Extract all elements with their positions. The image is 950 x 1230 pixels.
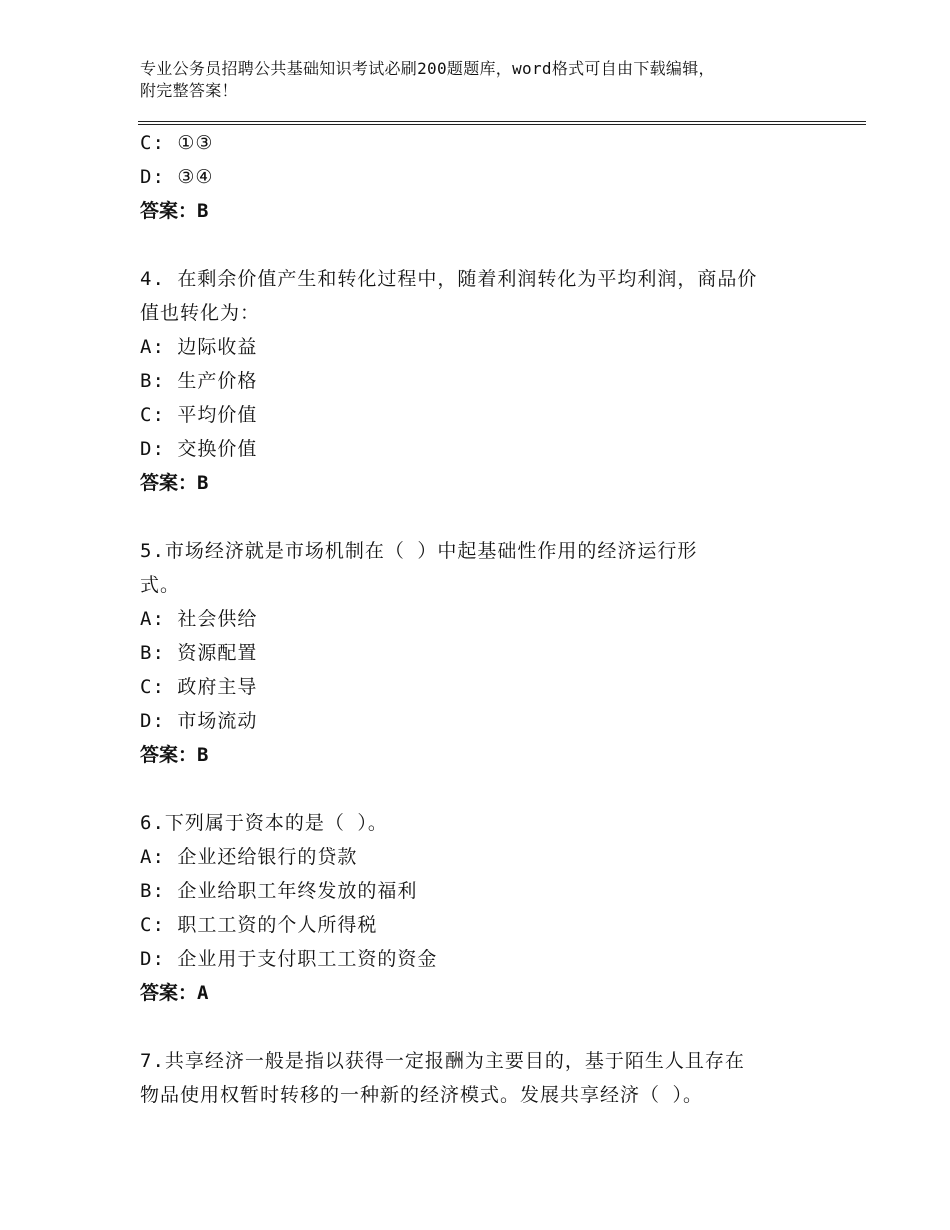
question-stem: 值也转化为： (140, 302, 261, 324)
question-stem: 7.共享经济一般是指以获得一定报酬为主要目的，基于陌生人且存在 (140, 1050, 745, 1072)
option-line: B: 企业给职工年终发放的福利 (140, 880, 418, 902)
option-line: A: 企业还给银行的贷款 (140, 846, 358, 868)
option-line: D: 企业用于支付职工工资的资金 (140, 948, 438, 970)
option-line: B: 资源配置 (140, 642, 258, 664)
option-line: D: ③④ (140, 166, 214, 188)
question-stem: 物品使用权暂时转移的一种新的经济模式。发展共享经济（ ）。 (140, 1084, 703, 1106)
answer-line: 答案：B (140, 744, 209, 766)
document-body (140, 126, 830, 1112)
question-stem: 5.市场经济就是市场机制在（ ）中起基础性作用的经济运行形 (140, 540, 698, 562)
option-line: C: ①③ (140, 132, 214, 154)
header-rule-bottom (138, 124, 866, 125)
question-stem: 式。 (140, 574, 181, 596)
document-header (140, 58, 830, 102)
option-line: D: 交换价值 (140, 438, 258, 460)
header-line-1: 专业公务员招聘公共基础知识考试必刷200题题库，word格式可自由下载编辑， (140, 59, 715, 78)
answer-line: 答案：B (140, 472, 209, 494)
option-line: B: 生产价格 (140, 370, 258, 392)
header-rule-top (138, 121, 866, 122)
option-line: C: 政府主导 (140, 676, 258, 698)
option-line: A: 社会供给 (140, 608, 258, 630)
question-stem: 4. 在剩余价值产生和转化过程中，随着利润转化为平均利润，商品价 (140, 268, 758, 290)
option-line: C: 职工工资的个人所得税 (140, 914, 378, 936)
answer-line: 答案：B (140, 200, 209, 222)
answer-line: 答案：A (140, 982, 209, 1004)
option-line: C: 平均价值 (140, 404, 258, 426)
option-line: D: 市场流动 (140, 710, 258, 732)
header-line-2: 附完整答案！ (140, 81, 238, 100)
question-stem: 6.下列属于资本的是（ ）。 (140, 812, 388, 834)
option-line: A: 边际收益 (140, 336, 258, 358)
